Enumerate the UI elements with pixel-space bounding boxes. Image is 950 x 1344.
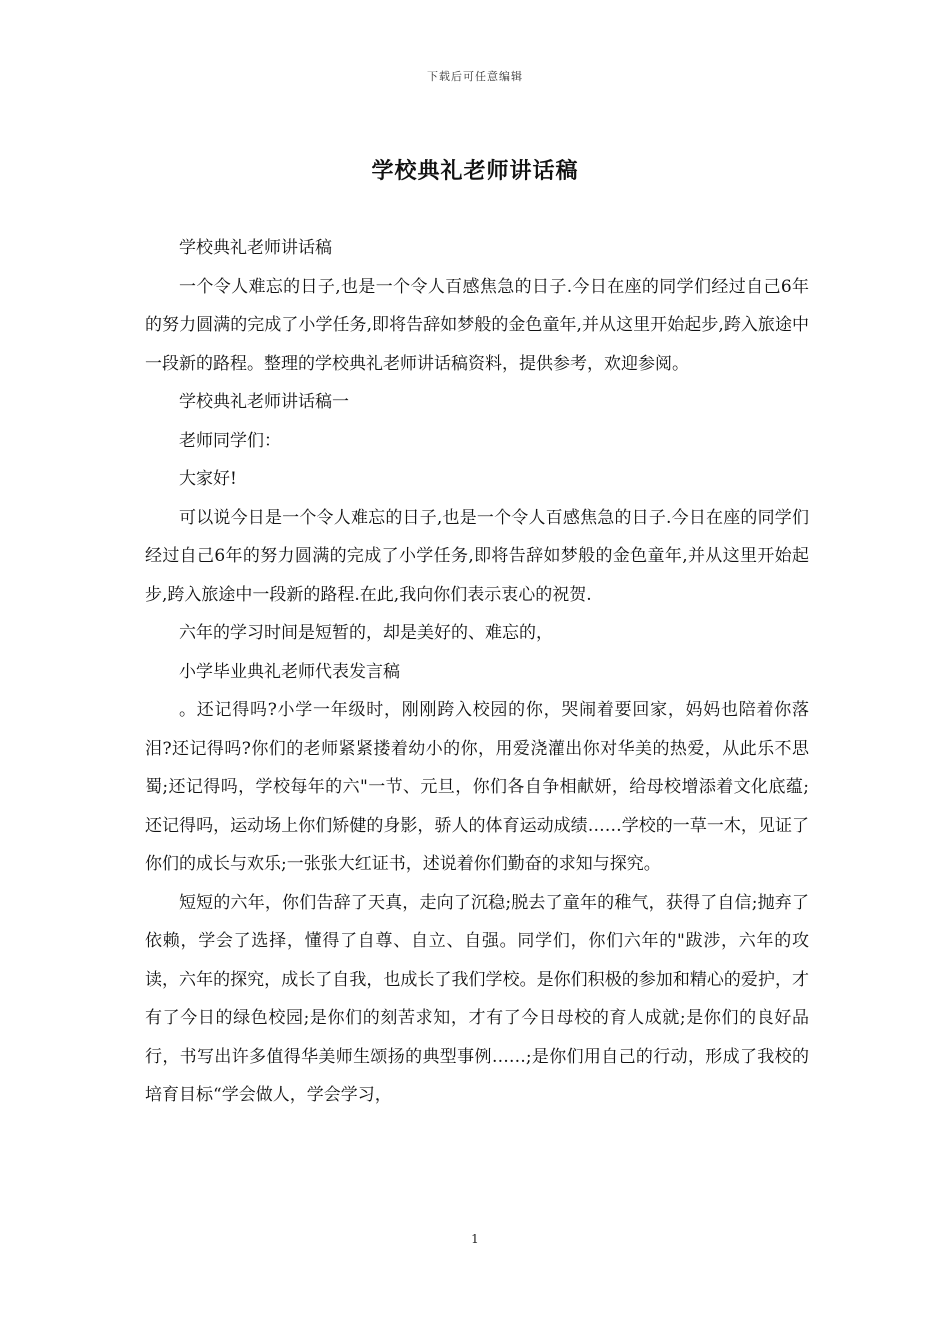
paragraph-congratulation: 可以说今日是一个令人难忘的日子,也是一个令人百感焦急的日子.今日在座的同学们经过自己6年的努力圆满的完成了小学任务,即将告辞如梦般的金色童年,并从这里开始起步,跨入旅途中一段新的路程.在此,我向你们表示衷心的祝贺. — [145, 507, 809, 605]
document-title: 学校典礼老师讲话稿 — [371, 158, 579, 184]
document-body — [145, 229, 809, 1115]
paragraph-memories: 。还记得吗?小学一年级时，刚刚跨入校园的你，哭闹着要回家，妈妈也陪着你落泪?还记得吗?你们的老师紧紧搂着幼小的你，用爱浇灌出你对华美的热爱，从此乐不思蜀;还记得吗，学校每年的六"一节、元旦，你们各自争相献妍，给母校增添着文化底蕴;还记得吗，运动场上你们矫健的身影，骄人的体育运动成绩……学校的一草一木，见证了你们的成长与欢乐;一张张大红证书，述说着你们勤奋的求知与探究。 — [145, 700, 809, 874]
paragraph-greeting: 大家好! — [179, 469, 237, 489]
page-header-note: 下载后可任意编辑 — [427, 70, 523, 83]
page-number: 1 — [471, 1232, 479, 1246]
paragraph-subtitle: 学校典礼老师讲话稿 — [179, 238, 332, 258]
paragraph-speech-heading: 小学毕业典礼老师代表发言稿 — [179, 661, 400, 682]
paragraph-growth: 短短的六年，你们告辞了天真，走向了沉稳;脱去了童年的稚气，获得了自信;抛弃了依赖，学会了选择，懂得了自尊、自立、自强。同学们，你们六年的"跋涉，六年的攻读，六年的探究，成长了自我，也成长了我们学校。是你们积极的参加和精心的爱护，才有了今日的绿色校园;是你们的刻苦求知，才有了今日母校的育人成就;是你们的良好品行，书写出许多值得华美师生颂扬的典型事例……;是你们用自己的行动，形成了我校的培育目标“学会做人，学会学习， — [145, 892, 809, 1105]
paragraph-six-years: 六年的学习时间是短暂的，却是美好的、难忘的， — [179, 623, 553, 643]
paragraph-salutation: 老师同学们： — [179, 430, 281, 451]
paragraph-section-heading: 学校典礼老师讲话稿一 — [179, 392, 349, 412]
paragraph-intro: 一个令人难忘的日子,也是一个令人百感焦急的日子.今日在座的同学们经过自己6年的努力圆满的完成了小学任务,即将告辞如梦般的金色童年,并从这里开始起步,跨入旅途中一段新的路程。整理的学校典礼老师讲话稿资料，提供参考，欢迎参阅。 — [145, 276, 809, 374]
